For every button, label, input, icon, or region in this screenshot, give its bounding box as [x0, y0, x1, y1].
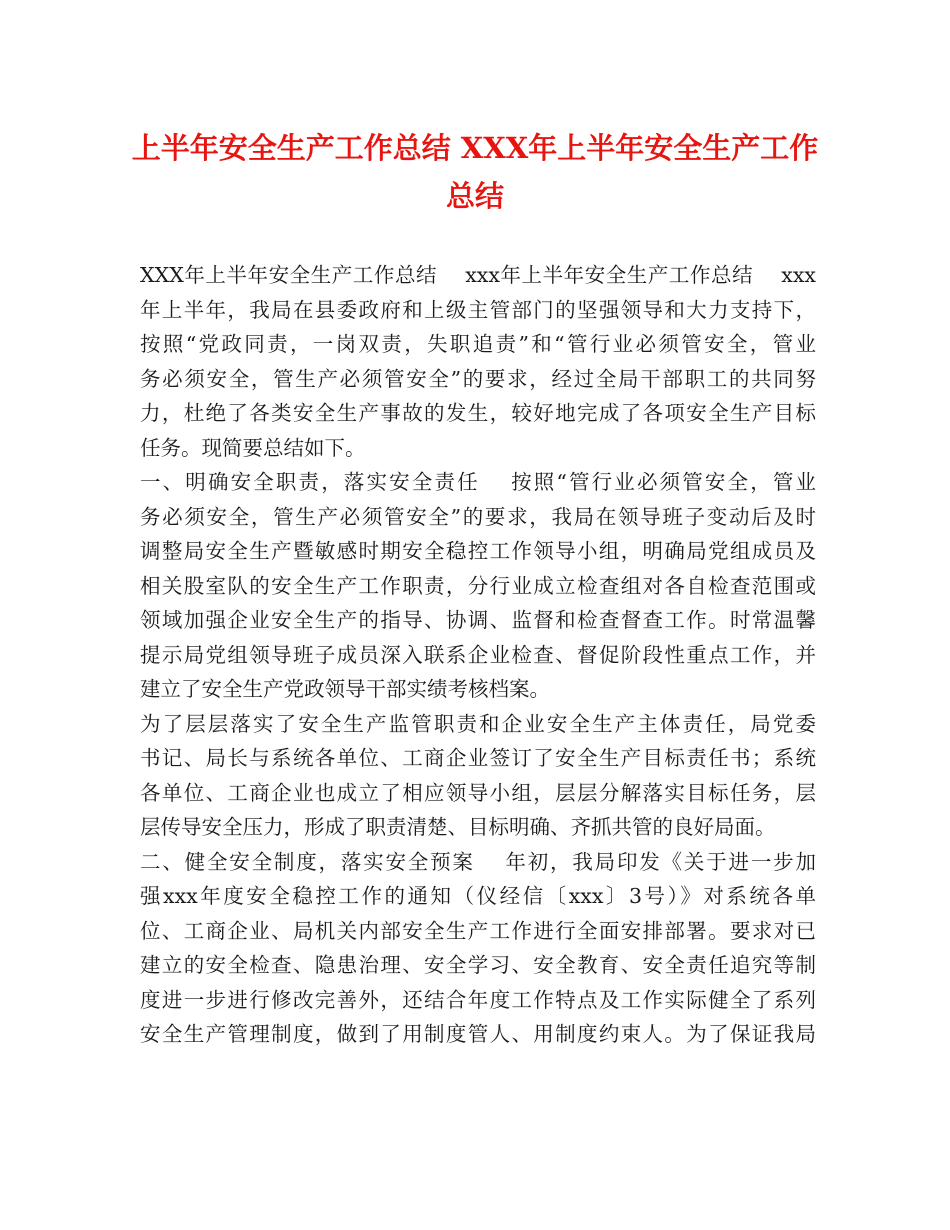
body-line: 建立了安全生产党政领导干部实绩考核档案。	[140, 677, 550, 701]
body-line: 强xxx年度安全稳控工作的通知（仪经信〔xxx〕3号）》对系统各单	[140, 884, 816, 908]
body-line: 务必须安全，管生产必须管安全”的要求，经过全局干部职工的共同努	[140, 366, 816, 391]
body-line: 书记、局长与系统各单位、工商企业签订了安全生产目标责任书；系统	[140, 746, 816, 770]
body-line: 建立的安全检查、隐患治理、安全学习、安全教育、安全责任追究等制	[140, 953, 816, 977]
body-line: 相关股室队的安全生产工作职责，分行业成立检查组对各自检查范围或	[140, 573, 816, 598]
body-line: 二、健全安全制度，落实安全预案 年初，我局印发《关于进一步加	[140, 849, 816, 874]
body-line: 位、工商企业、局机关内部安全生产工作进行全面安排部署。要求对已	[140, 918, 816, 943]
body-line: 提示局党组领导班子成员深入联系企业检查、督促阶段性重点工作，并	[140, 642, 816, 667]
body-line: 务必须安全，管生产必须管安全”的要求，我局在领导班子变动后及时	[140, 504, 816, 529]
body-line: XXX年上半年安全生产工作总结 xxx年上半年安全生产工作总结 xxx	[140, 263, 816, 287]
document-body	[140, 258, 816, 1052]
body-line: 一、明确安全职责，落实安全责任 按照“管行业必须管安全，管业	[140, 470, 816, 494]
body-line: 力，杜绝了各类安全生产事故的发生，较好地完成了各项安全生产目标	[140, 401, 816, 425]
body-line: 度进一步进行修改完善外，还结合年度工作特点及工作实际健全了系列	[140, 987, 816, 1012]
body-line: 按照“党政同责，一岗双责，失职追责”和“管行业必须管安全，管业	[140, 332, 816, 356]
body-line: 各单位、工商企业也成立了相应领导小组，层层分解落实目标任务，层	[140, 780, 816, 805]
body-line: 安全生产管理制度，做到了用制度管人、用制度约束人。为了保证我局	[140, 1022, 816, 1046]
body-line: 年上半年，我局在县委政府和上级主管部门的坚强领导和大力支持下，	[140, 297, 816, 322]
body-line: 层传导安全压力，形成了职责清楚、目标明确、齐抓共管的良好局面。	[140, 815, 776, 839]
body-line: 领域加强企业安全生产的指导、协调、监督和检查督查工作。时常温馨	[140, 608, 816, 632]
body-line: 调整局安全生产暨敏感时期安全稳控工作领导小组，明确局党组成员及	[140, 539, 816, 563]
body-line: 任务。现简要总结如下。	[140, 435, 366, 460]
body-line: 为了层层落实了安全生产监管职责和企业安全生产主体责任，局党委	[140, 711, 816, 736]
title-line-1: 上半年安全生产工作总结 XXX年上半年安全生产工作	[131, 131, 819, 165]
document-title	[130, 124, 820, 220]
title-line-2: 总结	[445, 179, 504, 213]
